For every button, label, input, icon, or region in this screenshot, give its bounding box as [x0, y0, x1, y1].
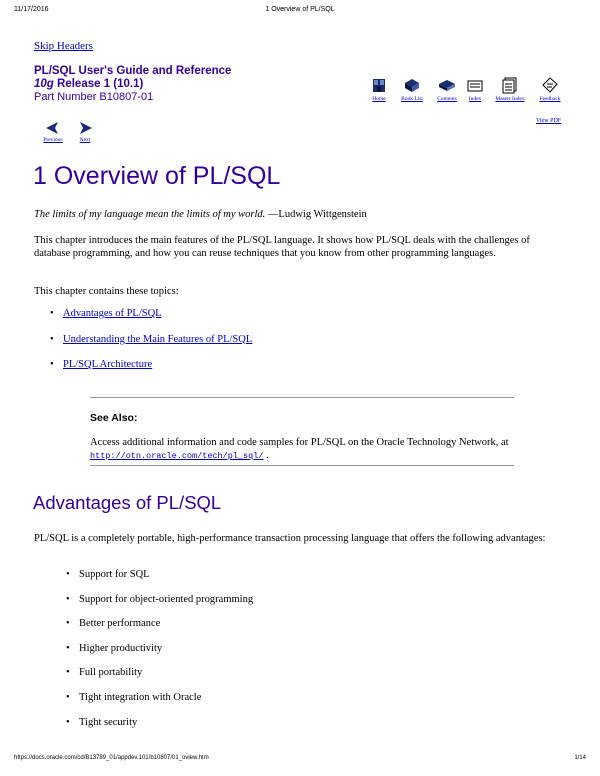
see-also-text: Access additional information and code samples for PL/SQL on the Oracle Technology Network, at [90, 437, 509, 448]
print-date: 11/17/2016 [14, 6, 49, 13]
list-item: • Tight security [66, 717, 253, 742]
list-item: • Better performance [66, 618, 253, 643]
arrow-left-icon [45, 122, 61, 134]
epigraph [34, 208, 564, 221]
doc-part-number: Part Number B10807-01 [34, 91, 154, 103]
list-item [50, 308, 252, 334]
print-header [0, 6, 600, 18]
master-index-icon [501, 76, 519, 94]
nav-book-list[interactable] [396, 76, 428, 108]
intro-paragraph: This chapter introduces the main features of the PL/SQL language. It shows how PL/SQL deals with the challenges of database programming, and how you can reuse techniques that you know from other programming languages. [34, 235, 530, 259]
list-item: • Support for SQL [66, 569, 253, 594]
next-button[interactable] [72, 122, 98, 143]
nav-feedback-label: Feedback [539, 96, 561, 102]
doc-release-rest: Release 1 (10.1) [53, 78, 144, 90]
next-label: Next [79, 137, 91, 143]
nav-home[interactable] [368, 76, 390, 108]
see-also-heading: See Also: [90, 412, 138, 424]
prev-next-nav [38, 122, 108, 150]
print-page-count: 1/14 [574, 755, 586, 761]
list-item: • Support for object-oriented programming [66, 594, 253, 619]
nav-index[interactable] [464, 76, 486, 108]
see-also-box [90, 397, 514, 466]
topics-list [50, 308, 252, 385]
epigraph-attribution: —Ludwig Wittgenstein [265, 209, 367, 220]
topic-link-architecture[interactable]: PL/SQL Architecture [63, 359, 153, 370]
list-item: • Full portability [66, 667, 253, 692]
nav-contents-label: Contents [437, 96, 457, 102]
print-title: 1 Overview of PL/SQL [265, 6, 335, 13]
nav-master-index-label: Master Index [495, 96, 525, 102]
section-intro: PL/SQL is a completely portable, high-performance transaction processing language that offers the following advantages: [34, 533, 546, 544]
doc-release [34, 78, 231, 91]
epigraph-quote: The limits of my language mean the limits of my world. [34, 209, 266, 220]
feedback-icon [541, 76, 559, 94]
print-footer [0, 755, 600, 767]
book-list-icon [403, 76, 421, 94]
section-title: Advantages of PL/SQL [33, 492, 222, 513]
index-icon [466, 76, 484, 94]
chapter-title: 1 Overview of PL/SQL [33, 162, 281, 190]
home-icon [370, 76, 388, 94]
doc-release-version: 10g [34, 78, 54, 90]
topics-intro: This chapter contains these topics: [34, 286, 179, 297]
nav-index-label: Index [468, 96, 482, 102]
view-pdf-link[interactable]: View PDF [536, 118, 562, 124]
nav-home-label: Home [372, 96, 386, 102]
doc-title: PL/SQL User's Guide and Reference [34, 65, 232, 77]
nav-master-index[interactable] [490, 76, 530, 108]
advantages-list [66, 569, 253, 741]
print-url: https://docs.oracle.com/cd/B13789_01/appdev.101/b10807/01_oview.htm [14, 755, 209, 761]
list-item: • Tight integration with Oracle [66, 692, 253, 717]
see-also-tail: . [263, 450, 269, 461]
contents-icon [438, 76, 456, 94]
nav-contents[interactable] [432, 76, 462, 108]
list-item [50, 359, 252, 385]
previous-button[interactable] [38, 122, 68, 143]
nav-feedback[interactable] [534, 76, 566, 108]
list-item [50, 334, 252, 360]
top-navbar [368, 76, 568, 108]
doc-title-block [34, 65, 231, 104]
otn-link[interactable]: http://otn.oracle.com/tech/pl_sql/ [90, 451, 264, 461]
see-also-body [90, 436, 510, 463]
list-item: • Higher productivity [66, 643, 253, 668]
arrow-right-icon [77, 122, 93, 134]
previous-label: Previous [43, 137, 63, 143]
topic-link-advantages[interactable]: Advantages of PL/SQL [63, 308, 162, 319]
nav-book-list-label: Book List [401, 96, 423, 102]
skip-headers-link[interactable]: Skip Headers [34, 40, 93, 52]
topic-link-main-features[interactable]: Understanding the Main Features of PL/SQL [63, 333, 253, 345]
